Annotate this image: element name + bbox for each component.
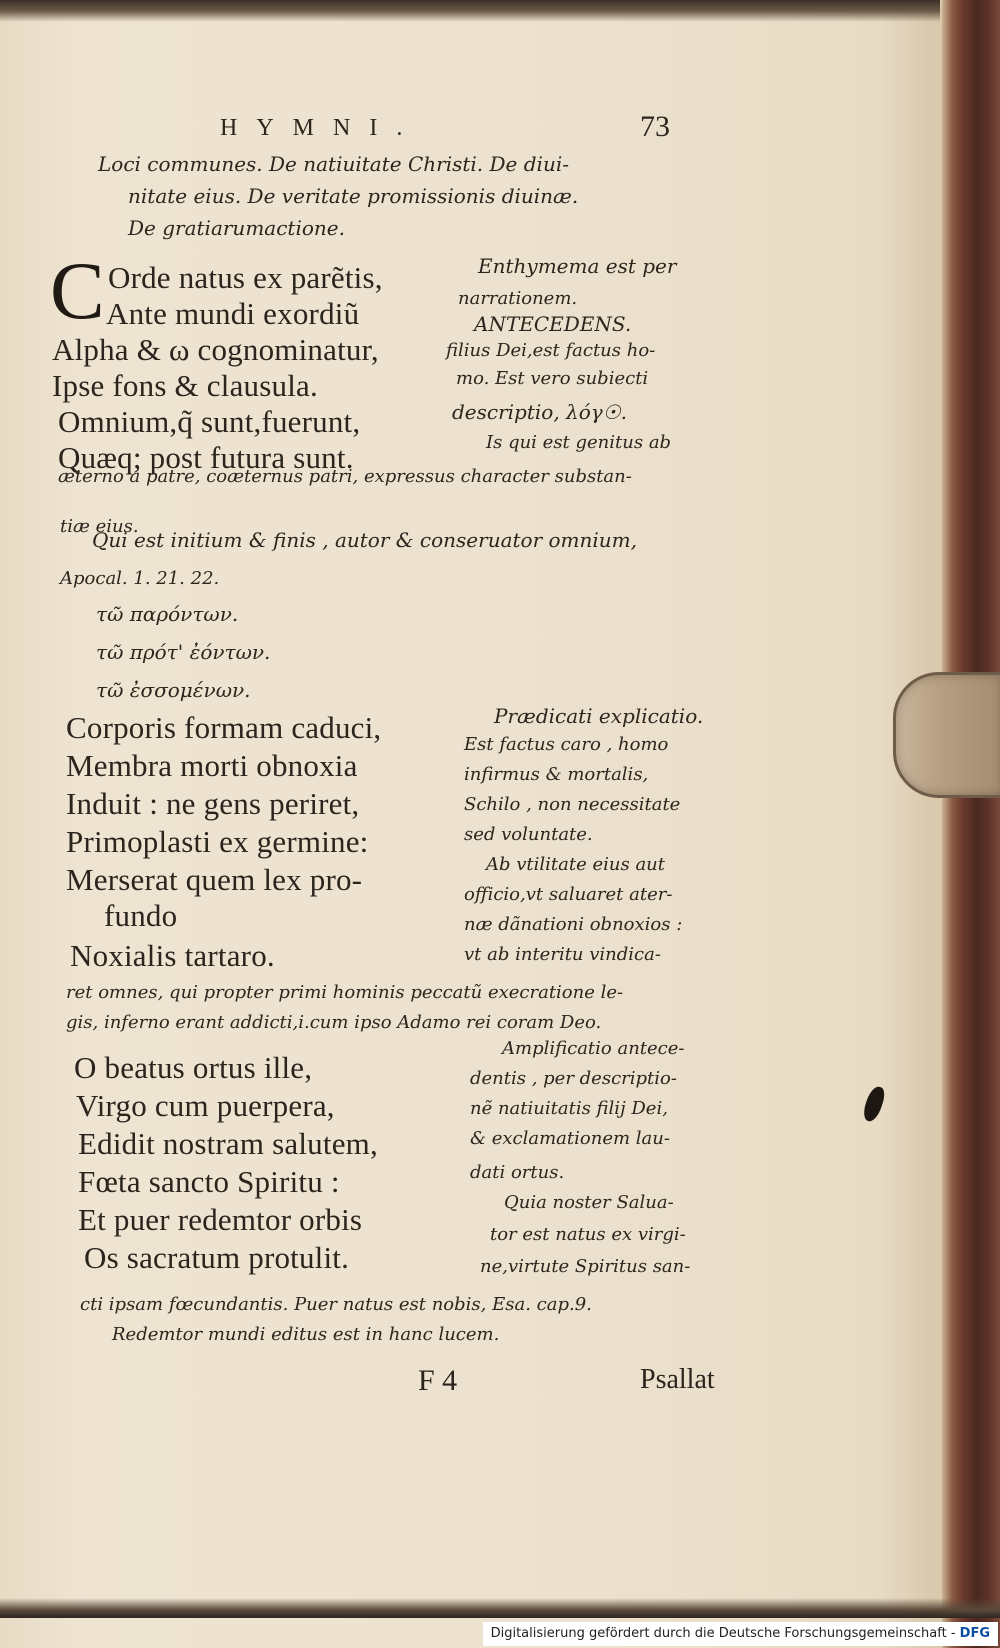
note-line: tor est natus ex virgi- [490, 1224, 686, 1245]
verse-line: Noxialis tartaro. [70, 938, 275, 973]
verse-line: Merserat quem lex pro- [66, 862, 363, 897]
note-line: Ab vtilitate eius aut [486, 854, 666, 875]
note-line: næ dãnationi obnoxios : [464, 914, 683, 935]
note-line: mo. Est vero subiecti [456, 368, 649, 389]
note-line: Prædicati explicatio. [494, 704, 704, 728]
note-line: narrationem. [458, 288, 578, 309]
drop-cap: C [50, 245, 105, 336]
note-line: descriptio, λόγ☉. [452, 400, 628, 424]
note-line: dentis , per descriptio- [470, 1068, 677, 1089]
verse-line: Omnium,q̃ sunt,fuerunt, [58, 404, 361, 439]
note-line: nẽ natiuitatis filij Dei, [470, 1098, 668, 1119]
credit-text: Digitalisierung gefördert durch die Deutsche Forschungsgemeinschaft - [490, 1626, 956, 1641]
note-line: dati ortus. [470, 1162, 565, 1183]
note-line: tiæ eius. [60, 516, 139, 537]
note-line: filius Dei,est factus ho- [446, 340, 656, 361]
note-line: Qui est initium & finis , autor & conseruator omnium, [92, 528, 637, 552]
verse-line: Corporis formam caduci, [66, 710, 382, 745]
page-number: 73 [640, 110, 670, 143]
note-line: gis, inferno erant addicti,i.cum ipso Adamo rei coram Deo. [66, 1012, 602, 1033]
verse-line: Virgo cum puerpera, [76, 1088, 335, 1123]
note-line: æterno a patre, coæternus patri, expressus character substan- [58, 466, 632, 487]
note-line: Est factus caro , homo [464, 734, 669, 755]
note-line: Amplificatio antece- [502, 1038, 685, 1059]
note-line: Apocal. 1. 21. 22. [60, 568, 220, 589]
topics-line: De gratiarumactione. [128, 216, 345, 240]
verse-line: Ipse fons & clausula. [52, 368, 318, 403]
digitization-credit [483, 1622, 998, 1646]
note-line: ANTECEDENS. [474, 312, 632, 336]
catchword: Psallat [640, 1364, 715, 1395]
note-line: infirmus & mortalis, [464, 764, 649, 785]
note-line: Schilo , non necessitate [464, 794, 681, 815]
verse-line: fundo [104, 898, 178, 933]
book-binding [942, 0, 1000, 1648]
verse-line: Primoplasti ex germine: [66, 824, 369, 859]
verse-line: Membra morti obnoxia [66, 748, 358, 783]
verse-line: Fœta sancto Spiritu : [78, 1164, 340, 1199]
verse-line: Orde natus ex parẽtis, [108, 260, 383, 295]
top-edge-shadow [0, 0, 940, 22]
verse-line: Quæq; post futura sunt. [58, 440, 354, 475]
note-line: cti ipsam fœcundantis. Puer natus est nobis, Esa. cap.9. [80, 1294, 592, 1315]
note-line: Is qui est genitus ab [486, 432, 672, 453]
note-line: officio,vt saluaret ater- [464, 884, 673, 905]
note-line: sed voluntate. [464, 824, 593, 845]
running-head: HYMNI. [220, 115, 422, 141]
verse-line: O beatus ortus ille, [74, 1050, 313, 1085]
verse-line: Alpha & ω cognominatur, [52, 332, 379, 367]
dfg-logo: DFG [959, 1626, 990, 1641]
verse-line: Os sacratum protulit. [84, 1240, 350, 1275]
bottom-edge-shadow [0, 1598, 1000, 1618]
ink-blot [861, 1084, 887, 1123]
topics-line: nitate eius. De veritate promissionis diuinæ. [128, 184, 579, 208]
note-line: & exclamationem lau- [470, 1128, 670, 1149]
verse-line: Induit : ne gens periret, [66, 786, 360, 821]
greek-line: τῶ ἐσσομένων. [96, 678, 251, 702]
note-line: ret omnes, qui propter primi hominis peccatũ execratione le- [66, 982, 624, 1003]
note-line: ne,virtute Spiritus san- [480, 1256, 691, 1277]
note-line: Redemtor mundi editus est in hanc lucem. [112, 1324, 500, 1345]
greek-line: τῶ πρότ' ἐόντων. [96, 640, 271, 664]
note-line: Quia noster Salua- [504, 1192, 674, 1213]
verse-line: Ante mundi exordiũ [106, 296, 360, 331]
note-line: Enthymema est per [478, 254, 677, 278]
greek-line: τῶ παρόντων. [96, 602, 239, 626]
verse-line: Edidit nostram salutem, [78, 1126, 378, 1161]
book-clasp [893, 672, 1000, 798]
verse-line: Et puer redemtor orbis [78, 1202, 363, 1237]
signature-mark: F 4 [418, 1364, 458, 1397]
note-line: vt ab interitu vindica- [464, 944, 661, 965]
topics-line: Loci communes. De natiuitate Christi. De diui- [98, 152, 569, 176]
